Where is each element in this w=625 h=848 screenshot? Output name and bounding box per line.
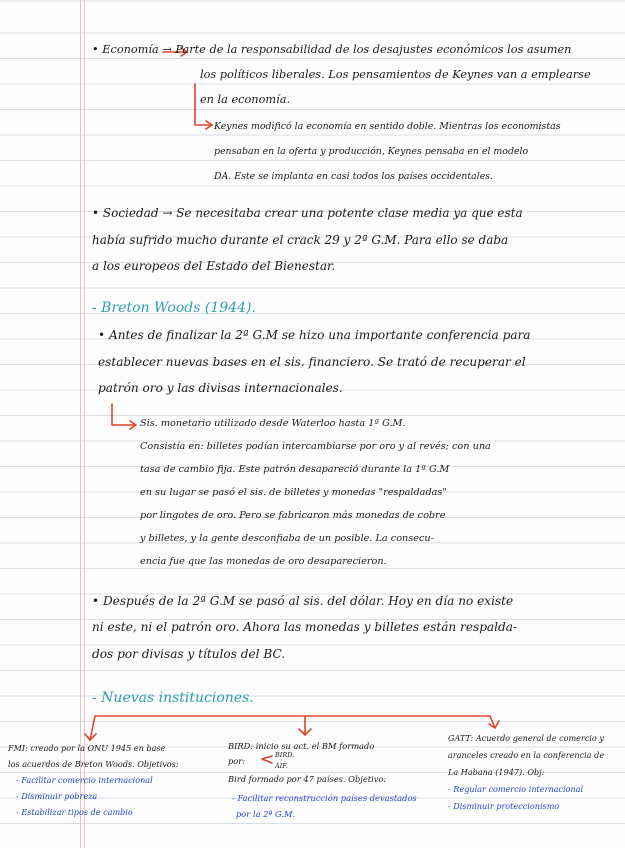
bretton-woods-heading: - Breton Woods (1944).: [92, 300, 256, 316]
fmi-objective: - Disminuir pobreza: [16, 791, 98, 801]
economia-sub-line: Keynes modificó la economía en sentido doble. Mientras los economistas: [214, 121, 561, 132]
sociedad-section: [92, 207, 523, 286]
gatt-line: GATT: Acuerdo general de comercio y: [448, 733, 604, 743]
sociedad-line: • Sociedad → Se necesitaba crear una potente clase media ya que esta: [92, 206, 523, 220]
bird-sub-brace: [262, 756, 272, 763]
economia-line: los políticos liberales. Los pensamientos de Keynes van a emplearse: [200, 68, 591, 81]
bird-sub-item: BIRD.: [275, 751, 295, 759]
despues-line: • Después de la 2ª G.M se pasó al sis. del dólar. Hoy en día no existe: [92, 594, 514, 608]
economia-sub-line: pensaban en la oferta y producción, Keynes pensaba en el modelo: [214, 146, 529, 157]
bird-por-label: por:: [228, 756, 246, 766]
economia-line: • Economía → Parte de la responsabilidad de los desajustes económicos los asumen: [92, 43, 572, 56]
bird-objective: por la 2ª G.M.: [236, 809, 296, 819]
fmi-objective: - Facilitar comercio internacional: [16, 775, 153, 785]
bretton-sub-line: tasa de cambio fija. Este patrón desapareció durante la 1ª G.M: [140, 464, 450, 475]
despues-line: ni este, ni el patrón oro. Ahora las monedas y billetes están respalda-: [92, 620, 518, 634]
nuevas-instituciones-heading: - Nuevas instituciones.: [92, 690, 254, 706]
gatt-objective: - Regular comercio internacional: [448, 784, 584, 794]
bretton-sub-line: y billetes, y la gente desconfiaba de un posible. La consecu-: [140, 533, 434, 544]
economia-sub-note: [214, 122, 561, 197]
institutions-tree: [90, 716, 495, 740]
sociedad-line: había sufrido mucho durante el crack 29 y 2ª G.M. Para ello se daba: [92, 233, 509, 247]
sociedad-line: a los europeos del Estado del Bienestar.: [92, 259, 336, 273]
gatt-note: [448, 734, 604, 819]
bretton-line: establecer nuevas bases en el sis. financiero. Se trató de recuperar el: [98, 355, 526, 369]
fmi-line: los acuerdos de Breton Woods. Objetivos:: [8, 759, 179, 769]
despues-section: [92, 595, 517, 674]
fmi-line: FMI: creado por la ONU 1945 en base: [8, 743, 166, 753]
bird-line: Bird formado por 47 países. Objetivo:: [228, 774, 387, 784]
bretton-line: • Antes de finalizar la 2ª G.M se hizo una importante conferencia para: [98, 328, 531, 342]
bretton-line: patrón oro y las divisas internacionales.: [98, 381, 343, 395]
bretton-section: [98, 329, 531, 408]
bretton-sub-line: Sis. monetario utilizado desde Waterloo hasta 1ª G.M.: [140, 418, 406, 429]
gatt-line: aranceles creado en la conferencia de: [448, 750, 605, 760]
economia-section: [92, 44, 591, 119]
bretton-sub-line: en su lugar se pasó el sis. de billetes y monedas "respaldadas": [140, 487, 447, 498]
bird-line: BIRD: inicio su act. el BM formado: [228, 741, 375, 751]
fmi-objective: - Estabilizar tipos de cambio: [16, 807, 133, 817]
bird-sub-item: AIF.: [275, 762, 288, 770]
gatt-objective: - Disminuir proteccionismo: [448, 801, 560, 811]
bretton-sub-line: encia fue que las monedas de oro desaparecieron.: [140, 556, 387, 567]
arrow-to-bird: [299, 716, 311, 735]
fmi-note: [8, 744, 179, 824]
bird-objective: - Facilitar reconstrucción países devastados: [232, 793, 417, 803]
gatt-line: La Habana (1947). Obj:: [448, 767, 545, 777]
economia-line: en la economía.: [200, 93, 291, 106]
bretton-sub-note: [140, 419, 491, 580]
bretton-sub-line: por lingotes de oro. Pero se fabricaron más monedas de cobre: [140, 510, 446, 521]
economia-sub-line: DA. Este se implanta en casi todos los países occidentales.: [214, 171, 494, 182]
bretton-sub-line: Consistía en: billetes podían intercambiarse por oro y al revés; con una: [140, 441, 491, 452]
despues-line: dos por divisas y títulos del BC.: [92, 647, 286, 661]
